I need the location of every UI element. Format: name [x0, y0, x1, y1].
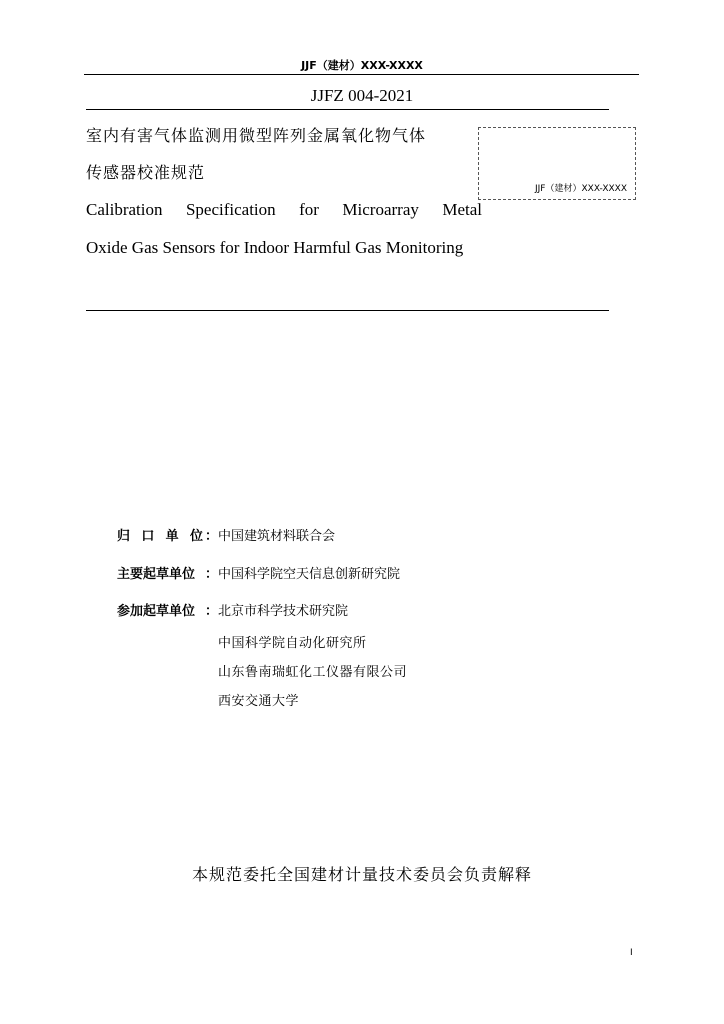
title-top-rule [86, 109, 609, 110]
document-number: JJFZ 004-2021 [310, 86, 414, 105]
title-chinese-line-2: 传感器校准规范 [86, 163, 206, 182]
responsible-unit-value: 中国建筑材料联合会 [218, 529, 336, 544]
main-drafter-label: 主要起草单位 [117, 567, 196, 582]
co-drafter-value-2: 中国科学院自动化研究所 [218, 636, 367, 651]
main-drafter-value: 中国科学院空天信息创新研究院 [218, 567, 401, 582]
responsible-unit-label: 归 口 单 位 [117, 529, 203, 544]
page-number: I [630, 948, 633, 958]
co-drafter-label: 参加起草单位 [117, 604, 196, 619]
title-bottom-rule [86, 310, 609, 311]
title-english-line-1: Calibration Specification for Microarray Metal [86, 200, 482, 219]
co-drafter-value-3: 山东鲁南瑞虹化工仪器有限公司 [218, 665, 408, 680]
code-box-text: JJF（建材）XXX-XXXX [535, 184, 627, 194]
main-drafter-colon: ： [205, 567, 219, 582]
title-chinese-line-1: 室内有害气体监测用微型阵列金属氧化物气体 [86, 126, 427, 145]
header-code: JJF（建材）XXX-XXXX [301, 59, 423, 72]
responsible-unit-colon: ： [205, 529, 219, 544]
title-english-line-2: Oxide Gas Sensors for Indoor Harmful Gas Monitoring [86, 238, 464, 257]
co-drafter-value-4: 西安交通大学 [218, 694, 300, 709]
co-drafter-value-1: 北京市科学技术研究院 [218, 604, 349, 619]
header-rule [84, 74, 639, 75]
interpretation-note: 本规范委托全国建材计量技术委员会负责解释 [191, 865, 532, 884]
co-drafter-colon: ： [205, 604, 219, 619]
code-box [478, 127, 636, 200]
